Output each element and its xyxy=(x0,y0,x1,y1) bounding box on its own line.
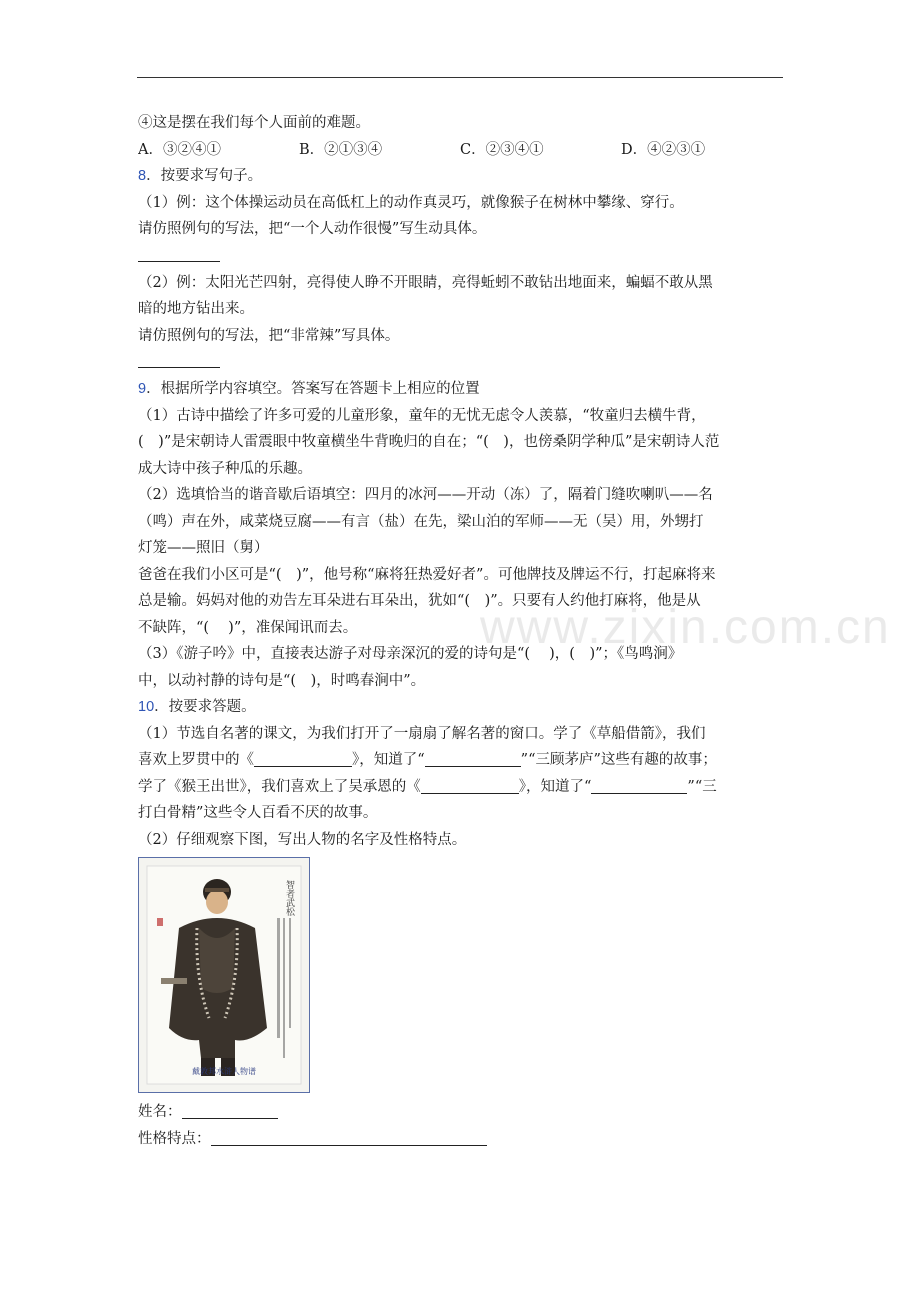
question-8-title xyxy=(138,163,782,190)
q9-part3-line1: （3）《游子吟》中，直接表达游子对母亲深沉的爱的诗句是“( )，( )”；《鸟鸣涧》 xyxy=(138,646,683,662)
text-fragment: 学了《猴王出世》，我们喜欢上了吴承恩的《 xyxy=(138,778,421,795)
option-4-line: ④这是摆在我们每个人面前的难题。 xyxy=(138,115,370,131)
q9-part2-line3: 灯笼——照旧（舅） xyxy=(138,540,269,556)
blank-novel-title[interactable] xyxy=(421,778,519,794)
q9-part2-line1: （2）选填恰当的谐音歇后语填空：四月的冰河——开动（冻）了，隔着门缝吹喇叭——名 xyxy=(138,487,713,503)
trait-input-blank[interactable] xyxy=(211,1130,487,1146)
answer-blank-line[interactable] xyxy=(138,243,220,262)
q9-part2-line6: 不缺阵，“( )”，准保闻讯而去。 xyxy=(138,619,358,636)
character-painting-icon xyxy=(139,858,309,1092)
q9-part2-line2: （鸣）声在外，咸菜烧豆腐——有言（盐）在先，梁山泊的军师——无（吴）用，外甥打 xyxy=(138,513,704,530)
option-a[interactable]: A．③②④① xyxy=(138,141,221,158)
option-c[interactable]: C．②③④① xyxy=(460,141,544,158)
text-fragment: 》，知道了“ xyxy=(352,752,425,768)
question-9-title xyxy=(138,376,782,403)
answer-blank-line[interactable] xyxy=(138,349,220,368)
name-label: 姓名： xyxy=(138,1104,182,1120)
text-fragment: ”“三顾茅庐”这些有趣的故事； xyxy=(520,752,717,768)
q10-part1-line4: 打白骨精”这些令人百看不厌的故事。 xyxy=(138,805,378,821)
text-fragment: 喜欢上罗贯中的《 xyxy=(138,752,254,768)
watermark: www.zixin.com.cn xyxy=(480,601,891,654)
header-rule xyxy=(137,77,783,78)
q8-part2-example-cont: 暗的地方钻出来。 xyxy=(138,301,254,317)
q9-part1-line3: 成大诗中孩子种瓜的乐趣。 xyxy=(138,460,312,477)
character-painting xyxy=(138,857,310,1093)
q8-part1-instruction: 请仿照例句的写法，把“一个人动作很慢”写生动具体。 xyxy=(138,221,487,237)
q10-part1-line2 xyxy=(138,747,782,774)
painting-inscription: 智者武松 xyxy=(284,880,294,916)
question-number: 8 xyxy=(138,168,147,184)
question-text: ．根据所学内容填空。答案写在答题卡上相应的位置 xyxy=(146,381,480,397)
trait-answer-line xyxy=(138,1126,782,1153)
q9-part2-line5: 总是输。妈妈对他的劝告左耳朵进右耳朵出，犹如“( )”。只要有人约他打麻将，他是从 xyxy=(138,593,701,609)
q8-part1-example: （1）例：这个体操运动员在高低杠上的动作真灵巧，就像猴子在树林中攀缘、穿行。 xyxy=(138,194,684,211)
exam-content xyxy=(138,110,782,1152)
name-answer-line xyxy=(138,1099,782,1126)
text-fragment: 》，知道了“ xyxy=(518,778,592,795)
question-number: 9 xyxy=(138,381,147,397)
name-input-blank[interactable] xyxy=(182,1103,278,1119)
painting-caption: 戴敦邦水浒人物谱 xyxy=(192,1067,256,1076)
blank-story-name[interactable] xyxy=(425,751,521,767)
option-b[interactable]: B．②①③④ xyxy=(299,141,383,158)
blank-novel-title[interactable] xyxy=(254,751,352,767)
option-d[interactable]: D．④②③① xyxy=(621,141,706,158)
q10-part2-line: （2）仔细观察下图，写出人物的名字及性格特点。 xyxy=(138,831,467,848)
answer-options xyxy=(138,137,782,164)
q9-part1-line1: （1）古诗中描绘了许多可爱的儿童形象，童年的无忧无虑令人羡慕，“牧童归去横牛背， xyxy=(138,407,706,424)
trait-label: 性格特点： xyxy=(138,1130,211,1147)
text-fragment: ”“三 xyxy=(687,778,717,795)
question-10-title xyxy=(138,694,782,721)
q8-part2-instruction: 请仿照例句的写法，把“非常辣”写具体。 xyxy=(138,327,400,344)
q8-part2-example: （2）例：太阳光芒四射，亮得使人睁不开眼睛，亮得蚯蚓不敢钻出地面来，蝙蝠不敢从黑 xyxy=(138,274,713,291)
q9-part2-line4: 爸爸在我们小区可是“( )”，他号称“麻将狂热爱好者”。可他牌技及牌运不行，打起麻将来 xyxy=(138,566,716,583)
question-text: ．按要求写句子。 xyxy=(146,168,263,184)
question-number: 10 xyxy=(138,699,155,715)
question-text: ．按要求答题。 xyxy=(154,699,256,715)
blank-story-name[interactable] xyxy=(591,778,687,794)
q9-part3-line2: 中，以动衬静的诗句是“( )，时鸣春涧中”。 xyxy=(138,672,426,689)
q10-part1-line3 xyxy=(138,774,782,801)
q10-part1-line1: （1）节选自名著的课文，为我们打开了一扇扇了解名著的窗口。学了《草船借箭》，我们 xyxy=(138,725,706,742)
q9-part1-line2: ( )”是宋朝诗人雷震眼中牧童横坐牛背晚归的自在；“( )，也傍桑阴学种瓜”是宋朝诗人范 xyxy=(138,434,720,450)
